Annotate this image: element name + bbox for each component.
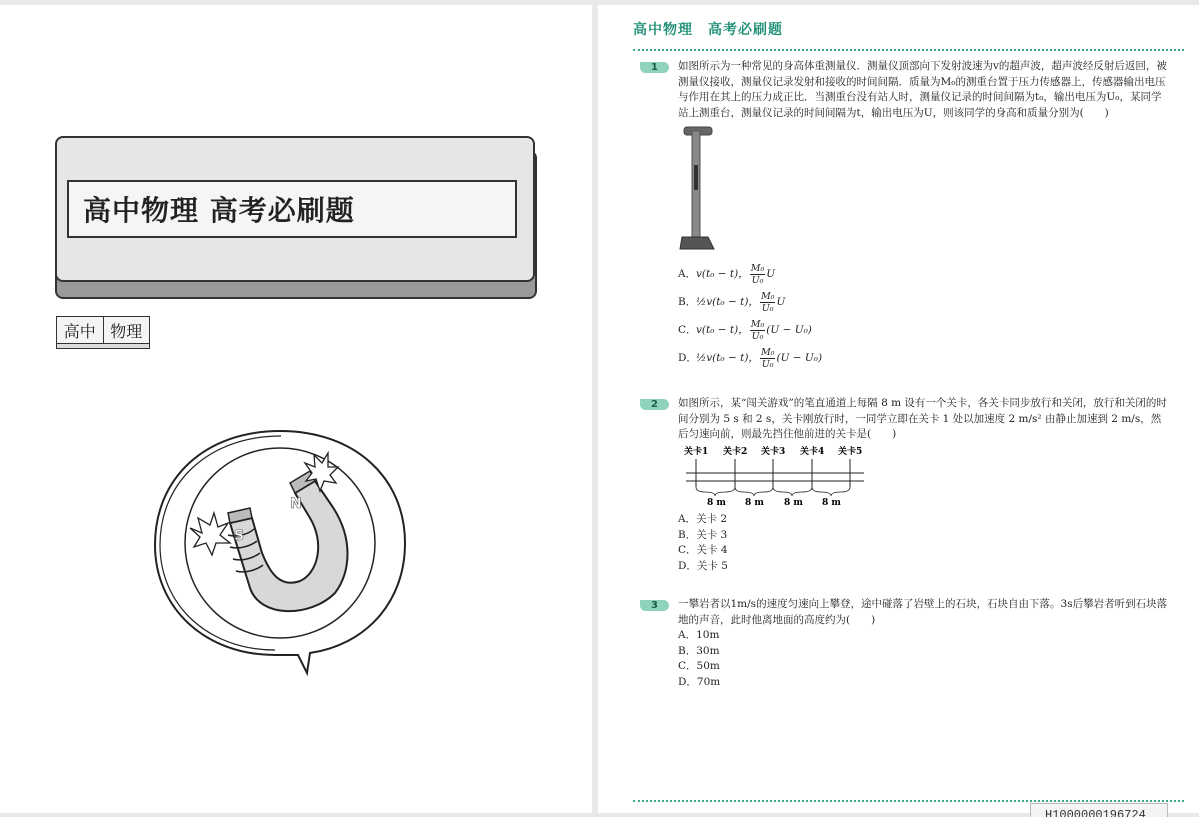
magnet-n-label: N: [290, 496, 302, 512]
question-1: [640, 59, 1170, 373]
option-b[interactable]: B．30m: [678, 644, 720, 657]
question-3: [640, 597, 1170, 690]
gate-label: 关卡2: [723, 446, 748, 457]
question-text: 如图所示，某“闯关游戏”的笔直通道上每隔 8 m 设有一个关卡，各关卡同步放行和关闭，放行和关闭的时间分别为 5 s 和 2 s，关卡刚放行时，一同学立即在关卡 1 处以加速度 2 m/s² 由静止加速到 2 m/s，然后匀速向前，则最先挡住他前进的关卡是( ): [678, 397, 1167, 440]
cover-title: 高中物理 高考必刷题: [83, 194, 355, 227]
gate-label: 关卡4: [800, 446, 825, 457]
height-scale-figure: [678, 125, 738, 255]
header-divider: [633, 49, 1184, 51]
gap-label: 8 m: [707, 497, 726, 507]
option-d[interactable]: D．70m: [678, 675, 721, 688]
magnet-illustration: [150, 423, 410, 678]
option-c[interactable]: C．50m: [678, 660, 720, 672]
page-header: 高中物理 高考必刷题: [633, 22, 783, 38]
option-a[interactable]: A． v(t₀ − t)， $\frac{\text{M₀}}{\text{U₀}}$ U: [678, 263, 776, 286]
gate-label: 关卡1: [684, 446, 709, 457]
book-tag: [56, 316, 150, 350]
option-d[interactable]: D．关卡 5: [678, 559, 728, 572]
question-2: [640, 396, 1170, 574]
question-page: [598, 5, 1199, 817]
gate-label: 关卡5: [838, 446, 863, 457]
gate-diagram: [678, 443, 878, 507]
option-c[interactable]: C．关卡 4: [678, 544, 728, 556]
title-box: [67, 180, 517, 238]
question-number: 2: [640, 399, 669, 410]
option-b[interactable]: B． ½ v(t₀ − t)， $\frac{\text{M₀}}{\text{U₀}}$ U: [678, 291, 786, 314]
option-b[interactable]: B．关卡 3: [678, 528, 728, 541]
tag-left: 高中: [57, 317, 104, 343]
document-id: H1000000196724: [1030, 803, 1168, 817]
question-number: 1: [640, 62, 669, 73]
gap-label: 8 m: [784, 497, 803, 507]
magnet-s-label: S: [234, 528, 245, 544]
title-banner: [55, 136, 535, 282]
tag-right: 物理: [110, 321, 143, 341]
question-1-options: [640, 261, 1170, 373]
gap-label: 8 m: [745, 497, 764, 507]
option-a[interactable]: A．10m: [678, 629, 720, 641]
question-text: 一攀岩者以1m/s的速度匀速向上攀登，途中碰落了岩壁上的石块，石块自由下落。3s后攀岩者听到石块落地的声音，此时他离地面的高度约为( ): [678, 598, 1168, 626]
option-a[interactable]: A．关卡 2: [678, 513, 728, 525]
option-c[interactable]: C． v(t₀ − t)， $\frac{\text{M₀}}{\text{U₀}}$ (U − U₀): [678, 319, 812, 342]
gate-label: 关卡3: [761, 446, 786, 457]
footer-divider: [633, 800, 1184, 802]
option-d[interactable]: D． ½ v(t₀ − t)， $\frac{\text{M₀}}{\text{U₀}}$ (U − U₀): [678, 347, 823, 370]
gap-label: 8 m: [822, 497, 841, 507]
question-text: 如图所示为一种常见的身高体重测量仪．测量仪顶部向下发射波速为v的超声波，超声波经反射后返回，被测量仪接收，测量仪记录发射和接收的时间间隔．质量为M₀的测重台置于压力传感器上，传感器输出电压与作用在其上的压力成正比．当测重台没有站人时，测量仪记录的时间间隔为t₀，输出电压为U₀，某同学站上测重台，测量仪记录的时间间隔为t，输出电压为U，则该同学的身高和质量分别为( ): [678, 60, 1167, 119]
question-number: 3: [640, 600, 669, 611]
cover-page: [0, 5, 592, 813]
